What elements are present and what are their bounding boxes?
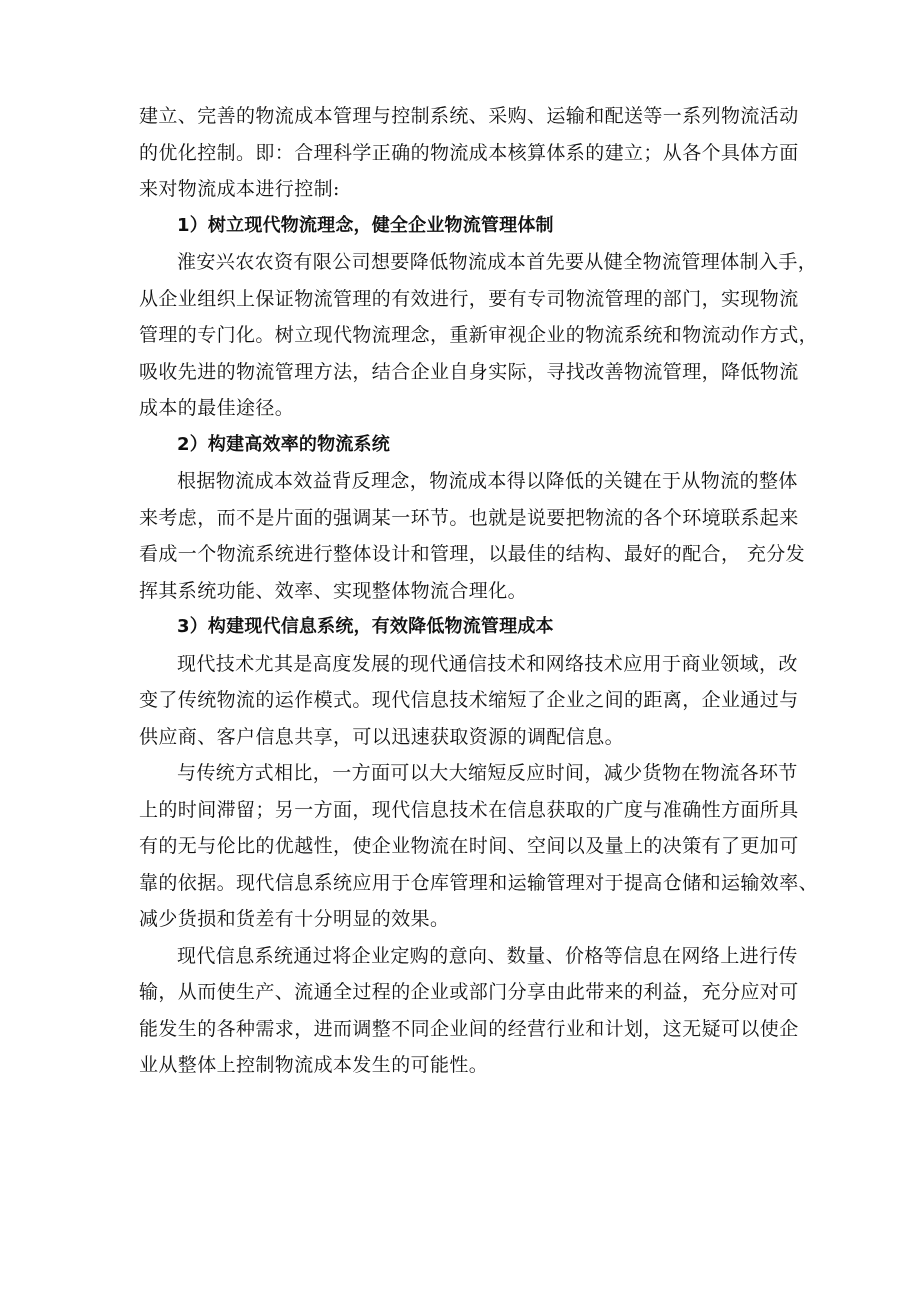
text-line: 上的时间滞留；另一方面，现代信息技术在信息获取的广度与准确性方面所具 <box>139 798 799 821</box>
text-line: 有的无与伦比的优越性，使企业物流在时间、空间以及量上的决策有了更加可 <box>139 835 799 857</box>
text-line: 业从整体上控制物流成本发生的可能性。 <box>139 1054 489 1076</box>
text-line: 成本的最佳途径。 <box>139 397 295 419</box>
text-line: 来考虑，而不是片面的强调某一环节。也就是说要把物流的各个环境联系起来 <box>139 506 799 529</box>
text-line: 的优化控制。即：合理科学正确的物流成本核算体系的建立；从各个具体方面 <box>139 141 799 164</box>
document-body <box>139 98 819 1084</box>
section-heading-3: 3）构建现代信息系统，有效降低物流管理成本 <box>177 616 554 637</box>
text-line: 挥其系统功能、效率、实现整体物流合理化。 <box>139 579 528 602</box>
section-heading-2: 2）构建高效率的物流系统 <box>177 433 390 455</box>
text-line: 建立、完善的物流成本管理与控制系统、采购、运输和配送等一系列物流活动 <box>139 105 799 127</box>
text-line: 现代信息系统通过将企业定购的意向、数量、价格等信息在网络上进行传 <box>177 944 798 967</box>
text-line: 管理的专门化。树立现代物流理念，重新审视企业的物流系统和物流动作方式， <box>139 324 819 346</box>
text-line: 靠的依据。现代信息系统应用于仓库管理和运输管理对于提高仓储和运输效率、 <box>139 871 819 894</box>
section-2-paragraph <box>139 463 806 609</box>
text-line: 看成一个物流系统进行整体设计和管理，以最佳的结构、最好的配合， 充分发 <box>139 543 806 565</box>
section-3-paragraph-1 <box>139 646 799 756</box>
text-line: 减少货损和货差有十分明显的效果。 <box>139 908 450 930</box>
text-line: 变了传统物流的运作模式。现代信息技术缩短了企业之间的距离，企业通过与 <box>139 689 799 711</box>
text-line: 现代技术尤其是高度发展的现代通信技术和网络技术应用于商业领域，改 <box>177 652 798 675</box>
section-3-paragraph-3 <box>139 938 799 1084</box>
text-line: 能发生的各种需求，进而调整不同企业间的经营行业和计划，这无疑可以使企 <box>139 1017 799 1040</box>
text-line: 供应商、客户信息共享，可以迅速获取资源的调配信息。 <box>139 725 625 748</box>
text-line: 与传统方式相比，一方面可以大大缩短反应时间，减少货物在物流各环节 <box>177 762 798 784</box>
intro-paragraph <box>139 98 799 208</box>
text-line: 淮安兴农农资有限公司想要降低物流成本首先要从健全物流管理体制入手， <box>177 251 818 273</box>
text-line: 吸收先进的物流管理方法，结合企业自身实际，寻找改善物流管理，降低物流 <box>139 360 799 383</box>
text-line: 来对物流成本进行控制: <box>139 178 340 200</box>
text-line: 输，从而使生产、流通全过程的企业或部门分享由此带来的利益，充分应对可 <box>139 981 799 1003</box>
text-line: 根据物流成本效益背反理念，物流成本得以降低的关键在于从物流的整体 <box>177 470 798 492</box>
section-heading-1: 1）树立现代物流理念，健全企业物流管理体制 <box>177 214 554 236</box>
section-3-paragraph-2 <box>139 755 819 938</box>
text-line: 从企业组织上保证物流管理的有效进行，要有专司物流管理的部门，实现物流 <box>139 287 799 310</box>
section-1-paragraph <box>139 244 819 427</box>
